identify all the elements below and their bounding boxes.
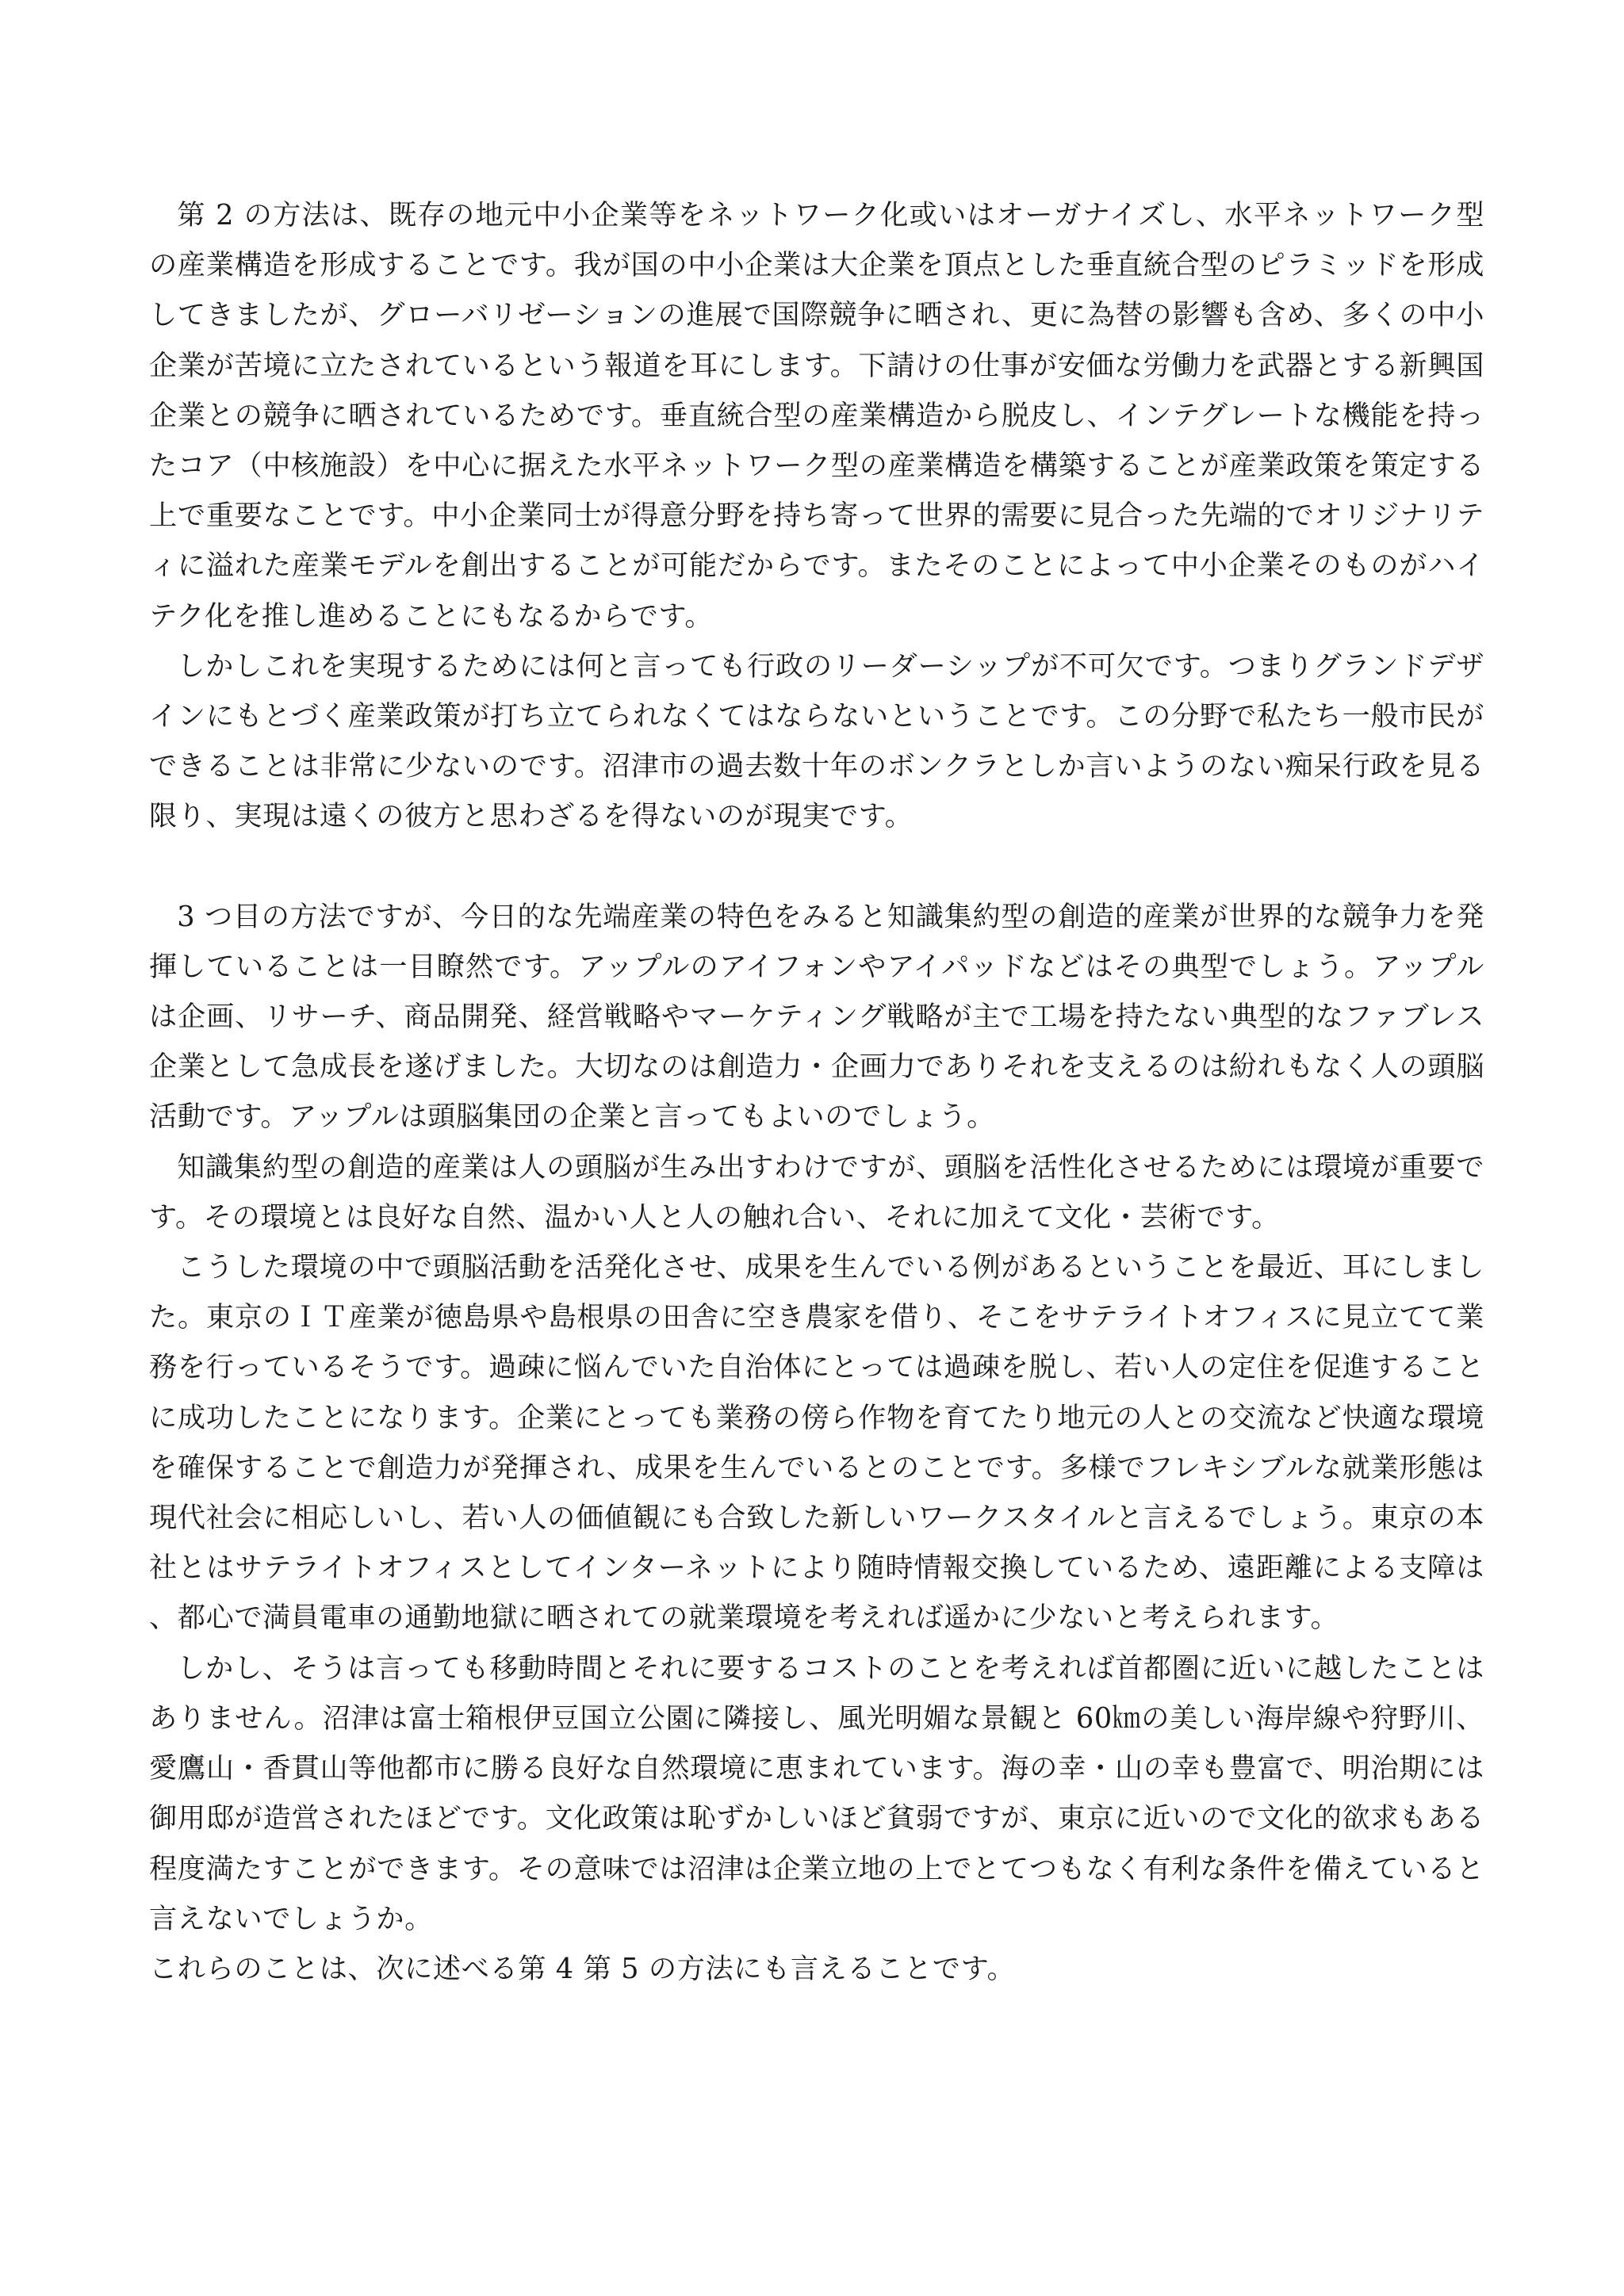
document-body bbox=[149, 190, 1484, 1994]
paragraph-closing: これらのことは、次に述べる第 4 第 5 の方法にも言えることです。 bbox=[149, 1952, 1016, 1985]
paragraph-third-method: 3 つ目の方法ですが、今日的な先端産業の特色をみると知識集約型の創造的産業が世界的な競争力を発揮していることは一目瞭然です。アップルのアイフォンやアイパッドなどはその典型でしょう。アップルは企画、リサーチ、商品開発、経営戦略やマーケティング戦略が主で工場を持たない典型的なファブレス企業として急成長を遂げました。大切なのは創造力・企画力でありそれを支えるのは紛れもなく人の頭脳活動です。アップルは頭脳集団の企業と言ってもよいのでしょう。 bbox=[149, 900, 1484, 1134]
paragraph-second-method: 第 2 の方法は、既存の地元中小企業等をネットワーク化或いはオーガナイズし、水平ネットワーク型の産業構造を形成することです。我が国の中小企業は大企業を頂点とした垂直統合型のピラミッドを形成してきましたが、グローバリゼーションの進展で国際競争に晒され、更に為替の影響も含め、多くの中小企業が苦境に立たされているという報道を耳にします。下請けの仕事が安価な労働力を武器とする新興国企業との競争に晒されているためです。垂直統合型の産業構造から脱皮し、インテグレートな機能を持ったコア（中核施設）を中心に据えた水平ネットワーク型の産業構造を構築することが産業政策を策定する上で重要なことです。中小企業同士が得意分野を持ち寄って世界的需要に見合った先端的でオリジナリティに溢れた産業モデルを創出することが可能だからです。またそのことによって中小企業そのものがハイテク化を推し進めることにもなるからです。 bbox=[149, 199, 1484, 633]
paragraph-leadership: しかしこれを実現するためには何と言っても行政のリーダーシップが不可欠です。つまりグランドデザインにもとづく産業政策が打ち立てられなくてはならないということです。この分野で私たち一般市民ができることは非常に少ないのです。沼津市の過去数十年のボンクラとしか言いようのない痴呆行政を見る限り、実現は遠くの彼方と思わざるを得ないのが現実です。 bbox=[149, 649, 1484, 833]
paragraph-numazu-advantages: しかし、そうは言っても移動時間とそれに要するコストのことを考えれば首都圏に近いに越したことはありません。沼津は富士箱根伊豆国立公園に隣接し、風光明媚な景観と 60㎞の美しい海岸線や狩野川、愛鷹山・香貫山等他都市に勝る良好な自然環境に恵まれています。海の幸・山の幸も豊富で、明治期には御用邸が造営されたほどです。文化政策は恥ずかしいほど貧弱ですが、東京に近いので文化的欲求もある程度満たすことができます。その意味では沼津は企業立地の上でとてつもなく有利な条件を備えていると言えないでしょうか。 bbox=[149, 1651, 1484, 1935]
paragraph-satellite-office: こうした環境の中で頭脳活動を活発化させ、成果を生んでいる例があるということを最近、耳にしました。東京のＩＴ産業が徳島県や島根県の田舎に空き農家を借り、そこをサテライトオフィスに見立てて業務を行っているそうです。過疎に悩んでいた自治体にとっては過疎を脱し、若い人の定住を促進することに成功したことになります。企業にとっても業務の傍ら作物を育てたり地元の人との交流など快適な環境を確保することで創造力が発揮され、成果を生んでいるとのことです。多様でフレキシブルな就業形態は現代社会に相応しいし、若い人の価値観にも合致した新しいワークスタイルと言えるでしょう。東京の本社とはサテライトオフィスとしてインターネットにより随時情報交換しているため、遠距離による支障は、都心で満員電車の通勤地獄に晒されての就業環境を考えれば遥かに少ないと考えられます。 bbox=[149, 1251, 1484, 1635]
paragraph-knowledge-industry: 知識集約型の創造的産業は人の頭脳が生み出すわけですが、頭脳を活性化させるためには環境が重要です。その環境とは良好な自然、温かい人と人の触れ合い、それに加えて文化・芸術です。 bbox=[149, 1150, 1484, 1234]
section-spacer bbox=[149, 842, 1484, 892]
